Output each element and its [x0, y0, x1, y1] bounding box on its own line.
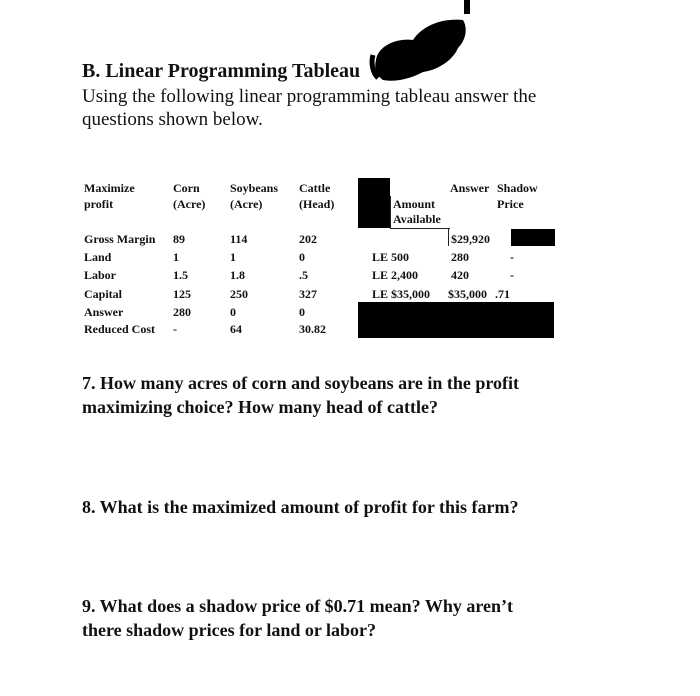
cell-soybeans: 0: [230, 305, 236, 319]
row-label: Land: [84, 250, 112, 264]
intro-line-2: questions shown below.: [82, 109, 263, 130]
question-9-line-2: there shadow prices for land or labor?: [82, 620, 377, 640]
header-soybeans: Soybeans: [230, 181, 279, 195]
cell-corn: 125: [173, 287, 191, 301]
cell-cattle: 30.82: [299, 322, 326, 336]
question-8: 8. What is the maximized amount of profit for this farm?: [82, 497, 519, 517]
rule-horizontal-avail: [390, 228, 450, 229]
cell-soybeans: 250: [230, 287, 248, 301]
row-label: Capital: [84, 287, 123, 301]
cell-answer: $35,000: [448, 287, 487, 301]
cell-avail: LE 2,400: [372, 268, 419, 282]
row-label: Labor: [84, 268, 117, 282]
cell-soybeans: 114: [230, 232, 248, 246]
row-label: Answer: [84, 305, 124, 319]
header-soybeans-unit: (Acre): [230, 197, 263, 211]
cell-shadow: -: [510, 268, 514, 282]
cell-soybeans: 1.8: [230, 268, 245, 282]
rule-vertical-avail: [390, 196, 391, 228]
header-price: Price: [497, 197, 524, 211]
cell-shadow: .71: [495, 287, 510, 301]
header-cattle-unit: (Head): [299, 197, 335, 211]
cell-cattle: 202: [299, 232, 317, 246]
header-corn-unit: (Acre): [173, 197, 206, 211]
cell-avail: LE 500: [372, 250, 410, 264]
row-label: Reduced Cost: [84, 322, 155, 336]
cell-answer: $29,920: [451, 232, 490, 246]
cell-cattle: .5: [299, 268, 308, 282]
header-maximize: Maximize: [84, 181, 135, 195]
cell-answer: 280: [451, 250, 469, 264]
cell-soybeans: 64: [230, 322, 242, 336]
header-amount: Amount: [393, 197, 436, 211]
intro-line-1: Using the following linear programming tableau answer the: [82, 86, 537, 107]
header-profit: profit: [84, 197, 114, 211]
header-cattle: Cattle: [299, 181, 331, 195]
redaction-header-block: [358, 178, 390, 228]
redaction-answer-block: [358, 302, 554, 338]
header-available: Available: [393, 212, 441, 226]
cell-cattle: 0: [299, 250, 305, 264]
redaction-scribble: [368, 0, 478, 90]
cell-soybeans: 1: [230, 250, 236, 264]
cell-shadow: -: [510, 250, 514, 264]
header-corn: Corn: [173, 181, 200, 195]
rule-vertical-answer: [448, 228, 449, 246]
row-label: Gross Margin: [84, 232, 156, 246]
cell-corn: 1: [173, 250, 179, 264]
section-title: B. Linear Programming Tableau: [82, 60, 361, 82]
cell-cattle: 0: [299, 305, 305, 319]
cell-corn: 89: [173, 232, 185, 246]
redaction-gross-margin: [511, 229, 555, 246]
cell-corn: 280: [173, 305, 191, 319]
cell-cattle: 327: [299, 287, 317, 301]
cell-answer: 420: [451, 268, 469, 282]
question-7-line-2: maximizing choice? How many head of cattle?: [82, 397, 438, 417]
cell-corn: -: [173, 322, 177, 336]
cell-avail: LE $35,000: [372, 287, 431, 301]
question-9-line-1: 9. What does a shadow price of $0.71 mean? Why aren’t: [82, 596, 514, 616]
cell-corn: 1.5: [173, 268, 188, 282]
question-7-line-1: 7. How many acres of corn and soybeans are in the profit: [82, 373, 520, 393]
header-shadow: Shadow: [497, 181, 538, 195]
header-answer: Answer: [450, 181, 490, 195]
